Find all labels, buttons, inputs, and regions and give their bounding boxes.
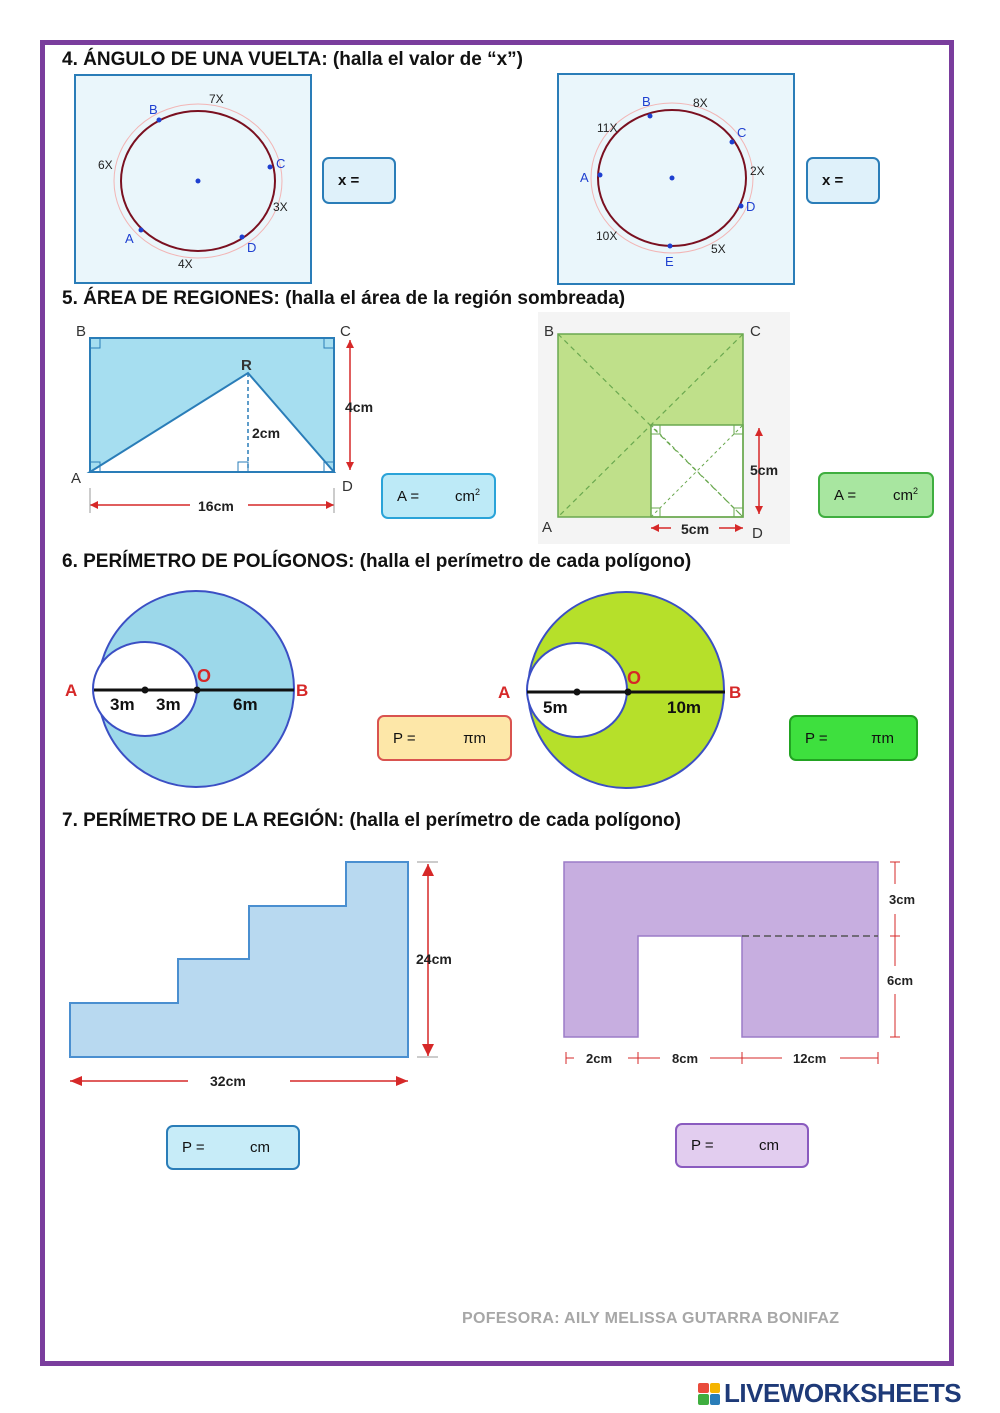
answer-box-7a[interactable] (166, 1125, 300, 1170)
answer-box-5b[interactable] (818, 472, 934, 518)
circle-figure-1 (74, 74, 312, 284)
seg-1: 3m (110, 695, 135, 714)
label-e: E (665, 254, 674, 269)
vertex-a: A (71, 470, 82, 487)
arc-7x: 7X (209, 92, 224, 106)
answer-label: P = (691, 1137, 714, 1154)
answer-box-5a[interactable] (381, 473, 496, 519)
logo-icon (698, 1383, 720, 1405)
answer-label: x = (338, 172, 360, 189)
b1-label: 2cm (586, 1051, 613, 1066)
side-v-label: 5cm (750, 462, 779, 478)
base-label: 16cm (198, 498, 234, 514)
seg-2: 10m (667, 698, 702, 717)
side-label: 6cm (887, 973, 914, 988)
answer-box-4b[interactable] (806, 157, 880, 204)
label-b: B (642, 94, 651, 109)
label-b: B (149, 102, 158, 117)
label-d: D (247, 240, 257, 255)
top-label: 3cm (889, 892, 916, 907)
answer-label: P = (393, 729, 416, 747)
vertex-b: B (544, 323, 555, 340)
vertex-d: D (752, 525, 763, 542)
b2-label: 8cm (672, 1051, 699, 1066)
answer-unit: cm (759, 1137, 779, 1154)
square-area-figure (538, 312, 790, 544)
arc-11x: 11X (597, 121, 618, 135)
point-b: B (296, 681, 309, 700)
side-h-label: 5cm (681, 521, 710, 537)
point-a: A (498, 683, 511, 702)
vertex-c: C (750, 323, 761, 340)
vertex-b: B (76, 323, 87, 340)
vertex-r: R (241, 357, 252, 374)
inner-height-label: 2cm (252, 425, 281, 441)
answer-box-6a[interactable] (377, 715, 512, 761)
answer-unit: $cm^2$ (454, 487, 480, 505)
arc-2x: 2X (750, 164, 765, 178)
answer-box-6b[interactable] (789, 715, 918, 761)
liveworksheets-logo (698, 1378, 961, 1409)
arc-5x: 5X (711, 242, 726, 256)
section-7-title: 7. PERÍMETRO DE LA REGIÓN: (halla el perímetro de cada polígono) (62, 810, 681, 831)
point-o: O (627, 668, 642, 688)
answer-unit: πm (463, 729, 486, 747)
point-a: A (65, 681, 78, 700)
point-o: O (197, 666, 212, 686)
height-label: 4cm (345, 399, 374, 415)
answer-unit: cm (250, 1139, 270, 1156)
label-c: C (737, 125, 747, 140)
answer-unit: $cm^2$ (892, 486, 918, 504)
label-c: C (276, 156, 286, 171)
circle-perimeter-figure-2 (494, 586, 754, 790)
arc-4x: 4X (178, 257, 193, 271)
answer-label: P = (805, 729, 828, 747)
arc-8x: 8X (693, 96, 708, 110)
teacher-credit: POFESORA: AILY MELISSA GUTARRA BONIFAZ (462, 1310, 840, 1327)
height-label: 24cm (416, 951, 452, 967)
answer-box-7b[interactable] (675, 1123, 809, 1168)
label-d: D (746, 199, 756, 214)
section-6-title: 6. PERÍMETRO DE POLÍGONOS: (halla el perímetro de cada polígono) (62, 551, 692, 572)
b3-label: 12cm (793, 1051, 827, 1066)
width-label: 32cm (210, 1073, 246, 1089)
arc-6x: 6X (98, 158, 113, 172)
point-b: B (729, 683, 742, 702)
answer-box-4a[interactable] (322, 157, 396, 204)
circle-perimeter-figure-1 (62, 586, 322, 790)
answer-label: A = (397, 487, 420, 505)
answer-label: P = (182, 1139, 205, 1156)
arc-10x: 10X (596, 229, 618, 243)
answer-unit: πm (871, 729, 894, 747)
answer-label: x = (822, 172, 844, 189)
vertex-c: C (340, 323, 351, 340)
circle-figure-2 (557, 73, 795, 285)
u-shape-figure (560, 852, 940, 1072)
vertex-a: A (542, 519, 553, 536)
vertex-d: D (342, 478, 353, 495)
seg-2: 3m (156, 695, 181, 714)
section-5-title: 5. ÁREA DE REGIONES: (halla el área de la región sombreada) (62, 288, 626, 309)
label-a: A (580, 170, 589, 185)
staircase-figure (62, 852, 472, 1092)
rectangle-area-figure (66, 318, 386, 523)
seg-1: 5m (543, 698, 568, 717)
answer-label: A = (834, 486, 857, 504)
brand-name: LIVEWORKSHEETS (724, 1378, 962, 1408)
seg-3: 6m (233, 695, 258, 714)
label-a: A (125, 231, 134, 246)
arc-3x: 3X (273, 200, 288, 214)
section-4-title: 4. ÁNGULO DE UNA VUELTA: (halla el valor de “x”) (62, 49, 523, 70)
